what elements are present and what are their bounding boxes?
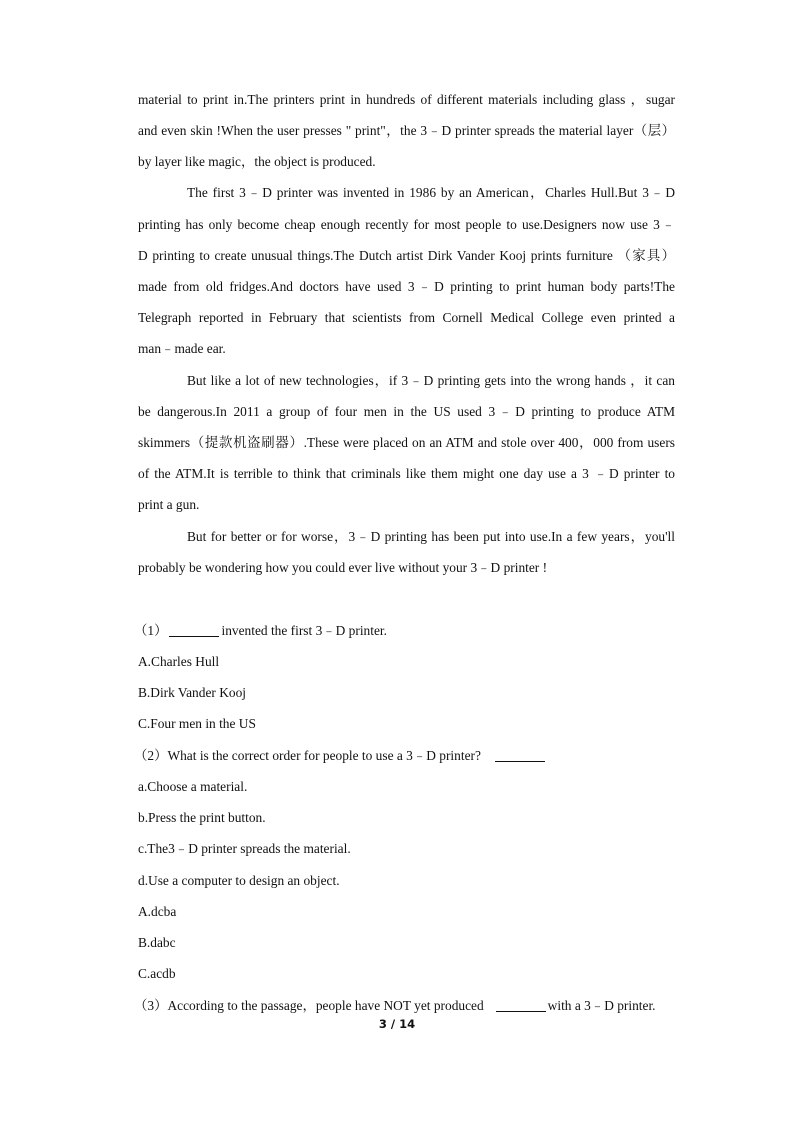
question-text: （2）What is the correct order for people to use a 3﹣D printer? xyxy=(134,748,481,763)
step-b: b.Press the print button. xyxy=(138,810,266,825)
passage-line: print a gun. xyxy=(138,497,200,512)
passage-line: D printing to create unusual things.The Dutch artist Dirk Vander Kooj prints furniture （家具） xyxy=(138,248,675,263)
option-a: A.dcba xyxy=(138,904,177,919)
option-b: B.Dirk Vander Kooj xyxy=(138,685,246,700)
answer-blank[interactable] xyxy=(169,622,219,637)
answer-blank[interactable] xyxy=(495,747,545,762)
passage-line: skimmers（提款机盗刷器）.These were placed on an ATM and stole over 400，000 from users xyxy=(138,435,675,450)
passage-line: But for better or for worse，3﹣D printing has been put into use.In a few years，you'll xyxy=(187,529,675,544)
option-b: B.dabc xyxy=(138,935,176,950)
option-c: C.Four men in the US xyxy=(138,716,256,731)
step-c: c.The3﹣D printer spreads the material. xyxy=(138,841,351,856)
question-2-stem xyxy=(134,747,547,765)
question-text: invented the first 3﹣D printer. xyxy=(221,623,387,638)
passage-line: material to print in.The printers print in hundreds of different materials including glass ，sugar xyxy=(138,92,675,107)
question-text-end: with a 3﹣D printer. xyxy=(547,998,656,1013)
step-d: d.Use a computer to design an object. xyxy=(138,873,340,888)
page-number: 3 / 14 xyxy=(378,1017,416,1031)
answer-blank[interactable] xyxy=(496,997,546,1012)
passage-line: probably be wondering how you could ever live without your 3﹣D printer ! xyxy=(138,560,548,575)
question-text: （3）According to the passage，people have NOT yet produced xyxy=(134,998,484,1013)
passage-line: But like a lot of new technologies，if 3﹣D printing gets into the wrong hands ，it can xyxy=(187,373,675,388)
passage-line: be dangerous.In 2011 a group of four men in the US used 3﹣D printing to produce ATM xyxy=(138,404,675,419)
passage-line: and even skin !When the user presses " print"，the 3﹣D printer spreads the material layer（层） xyxy=(138,123,675,138)
option-c: C.acdb xyxy=(138,966,176,981)
question-number: （1） xyxy=(134,623,168,638)
passage-line: of the ATM.It is terrible to think that criminals like them might one day use a 3 ﹣D printer to xyxy=(138,466,675,481)
passage-line: The first 3﹣D printer was invented in 1986 by an American，Charles Hull.But 3﹣D xyxy=(187,185,675,200)
option-a: A.Charles Hull xyxy=(138,654,220,669)
passage-line: by layer like magic，the object is produced. xyxy=(138,154,376,169)
step-a: a.Choose a material. xyxy=(138,779,248,794)
passage-line: made from old fridges.And doctors have used 3﹣D printing to print human body parts!The xyxy=(138,279,675,294)
passage-line: Telegraph reported in February that scientists from Cornell Medical College even printed a xyxy=(138,310,675,325)
passage-line: printing has only become cheap enough recently for most people to use.Designers now use 3﹣ xyxy=(138,217,675,232)
passage-line: man﹣made ear. xyxy=(138,341,226,356)
question-1-stem xyxy=(134,622,387,640)
question-3-stem xyxy=(134,997,656,1015)
